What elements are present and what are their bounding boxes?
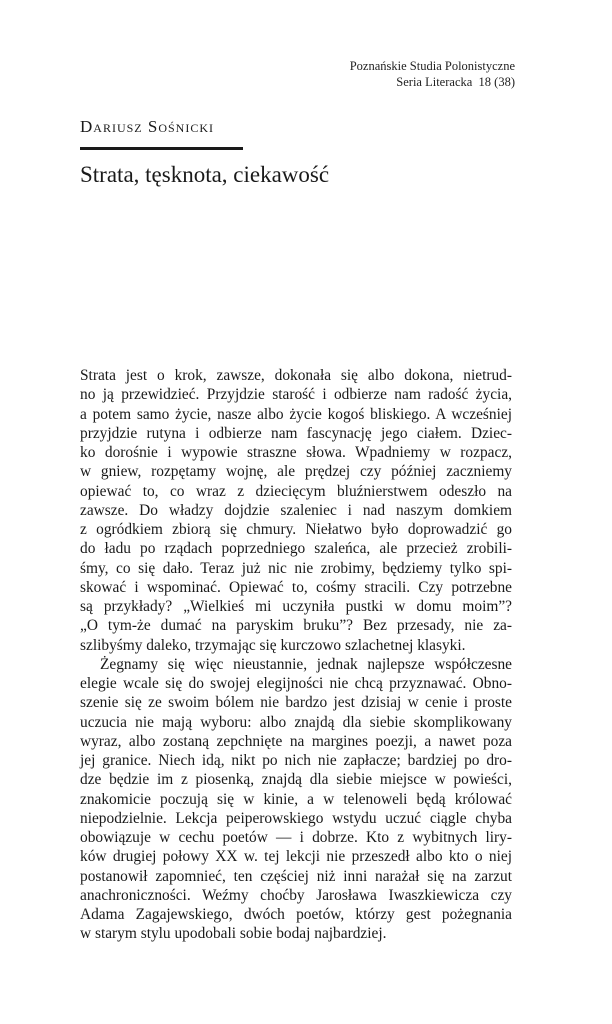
text-line: przyjdzie rutyna i odbierze nam fascynację jego ciałem. Dziec- <box>80 424 512 442</box>
journal-name: Poznańskie Studia Polonistyczne <box>349 59 515 73</box>
text-line: są przykłady? „Wielkieś mi uczyniła pustki w domu moim”? <box>80 598 512 615</box>
journal-series: Seria Literacka 18 (38) <box>396 75 515 89</box>
body-text <box>80 366 512 944</box>
text-line: szenie się ze swoim bólem nie bardzo jest dzisiaj w cenie i proste <box>80 694 512 712</box>
text-line: no ją przewidzieć. Przyjdzie starość i odbierze nam radość życia, <box>80 386 512 404</box>
author-rule <box>80 147 243 150</box>
text-line: elegie wcale się do swojej elegijności nie chcą przyznawać. Obno- <box>80 675 512 692</box>
text-line: zawsze. Do władzy dojdzie szaleniec i nad naszym domkiem <box>80 501 512 519</box>
text-line: ków drugiej połowy XX w. tej lekcji nie przeszedł albo kto o niej <box>80 848 512 866</box>
article-title: Strata, tęsknota, ciekawość <box>80 162 330 187</box>
text-line: a potem samo życie, nasze albo życie kogoś bliskiego. A wcześniej <box>80 405 512 423</box>
text-line: w gniew, rozpętamy wojnę, ale prędzej czy później zaczniemy <box>80 463 512 481</box>
text-line: uczucia nie mają wyboru: albo znajdą dla siebie skomplikowany <box>80 713 512 731</box>
text-line: w starym stylu upodobali sobie bodaj najbardziej. <box>80 925 387 943</box>
text-line: skować i wspominać. Opiewać to, cośmy stracili. Czy potrzebne <box>80 578 512 596</box>
text-line: szlibyśmy daleko, trzymając się kurczowo szlachetnej klasyki. <box>80 636 466 654</box>
text-line: znakomicie poczują się w kinie, a w telenoweli będą królować <box>80 790 512 808</box>
text-line: „O tym-że dumać na paryskim bruku”? Bez przesady, nie za- <box>80 617 512 635</box>
text-line: Żegnamy się więc nieustannie, jednak najlepsze współczesne <box>100 655 512 673</box>
text-line: wyraz, albo zostaną zepchnięte na margines poezji, a nawet poza <box>80 732 512 750</box>
text-line: anachroniczności. Weźmy choćby Jarosława Iwaszkiewicza czy <box>80 886 512 904</box>
text-line: dze będzie im z piosenką, znajdą dla siebie miejsce w powieści, <box>80 771 512 789</box>
text-line: śmy, co się dało. Teraz już nic nie zrobimy, będziemy tylko spi- <box>80 559 512 577</box>
text-line: do ładu po rządach poprzedniego szaleńca, ale przecież zrobili- <box>80 540 512 558</box>
article-author: Dariusz Sośnicki <box>80 117 214 136</box>
text-line: Adama Zagajewskiego, dwóch poetów, którzy gest pożegnania <box>80 906 512 923</box>
text-line: Strata jest o krok, zawsze, dokonała się albo dokona, nietrud- <box>80 367 512 384</box>
text-line: obowiązuje w cechu poetów — i dobrze. Kto z wybitnych liry- <box>80 829 512 846</box>
text-line: z ogródkiem zbiorą się chmury. Niełatwo było doprowadzić go <box>80 521 512 538</box>
text-line: niepodzielnie. Lekcja peiperowskiego wstydu uczuć ciągle chyba <box>80 809 512 827</box>
text-line: opiewać to, co wraz z dziecięcym bluźnierstwem odeszło na <box>80 482 512 500</box>
text-line: ko dorośnie i wypowie straszne słowa. Wpadniemy w rozpacz, <box>80 444 512 461</box>
text-line: postanowił zapomnieć, ten częściej niż inni narażał się na zarzut <box>80 867 512 885</box>
text-line: jej granice. Niech idą, nikt po nich nie zapłacze; bardziej po dro- <box>80 752 512 769</box>
running-head <box>350 58 515 90</box>
